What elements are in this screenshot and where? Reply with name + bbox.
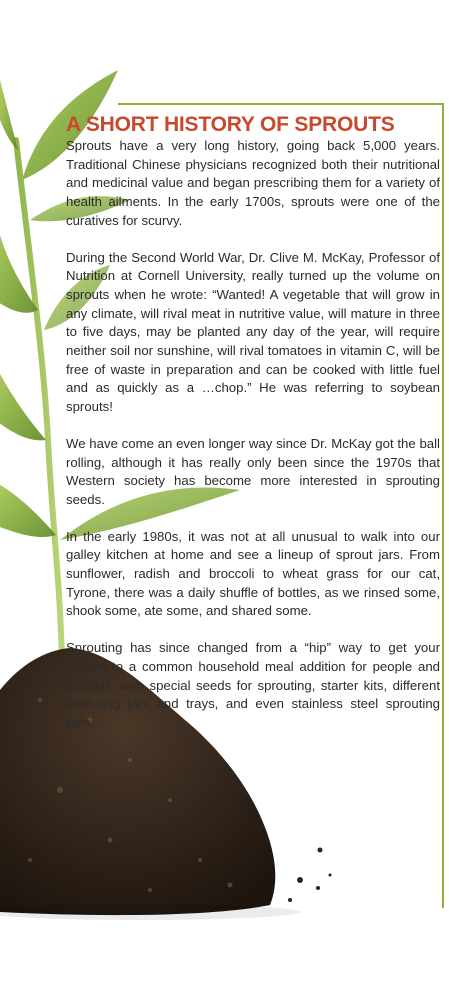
frame-right-border	[442, 103, 444, 908]
paragraph-1980s: In the early 1980s, it was not at all unusual to walk into our galley kitchen at home and see a lineup of sprout jars. From sunflower, radish and broccoli to wheat grass for our cat, Tyrone, there was a daily shuffle of bottles, as we rinsed some, shook some, ate some, and shared some.	[66, 528, 440, 619]
paragraph-world-war: During the Second World War, Dr. Clive M. McKay, Professor of Nutrition at Cornell University, really turned up the volume on sprouts when he wrote: “Wanted! A vegetable that will grow in any climate, will rival meat in nutritive value, will mature in three to five days, may be planted any day of the year, will require neither soil nor sunshine, will rival tomatoes in vitamin C, will be free of waste in preparation and can be cooked with little fuel and as quickly as a …chop.” He was referring to soybean sprouts!	[66, 249, 440, 415]
page-title: A SHORT HISTORY OF SPROUTS	[66, 113, 395, 136]
frame-top-border	[118, 103, 444, 105]
paragraph-today: Sprouting has since changed from a “hip” way to get your greens to a common household meal addition for people and animals, with special seeds for sprouting, starter kits, different sprouting jars and trays, and even stainless steel sprouting pots.	[66, 640, 440, 730]
paragraph-history: Sprouts have a very long history, going back 5,000 years. Traditional Chinese physicians recognized both their nutritional and medicinal value and began prescribing them for a variety of health ailments. In the early 1700s, sprouts were one of the curatives for scurvy.	[66, 138, 440, 228]
article	[66, 113, 440, 751]
paragraph-1970s: We have come an even longer way since Dr. McKay got the ball rolling, although it has really only been since the 1970s that Western society has become more interested in sprouting seeds.	[66, 435, 440, 507]
